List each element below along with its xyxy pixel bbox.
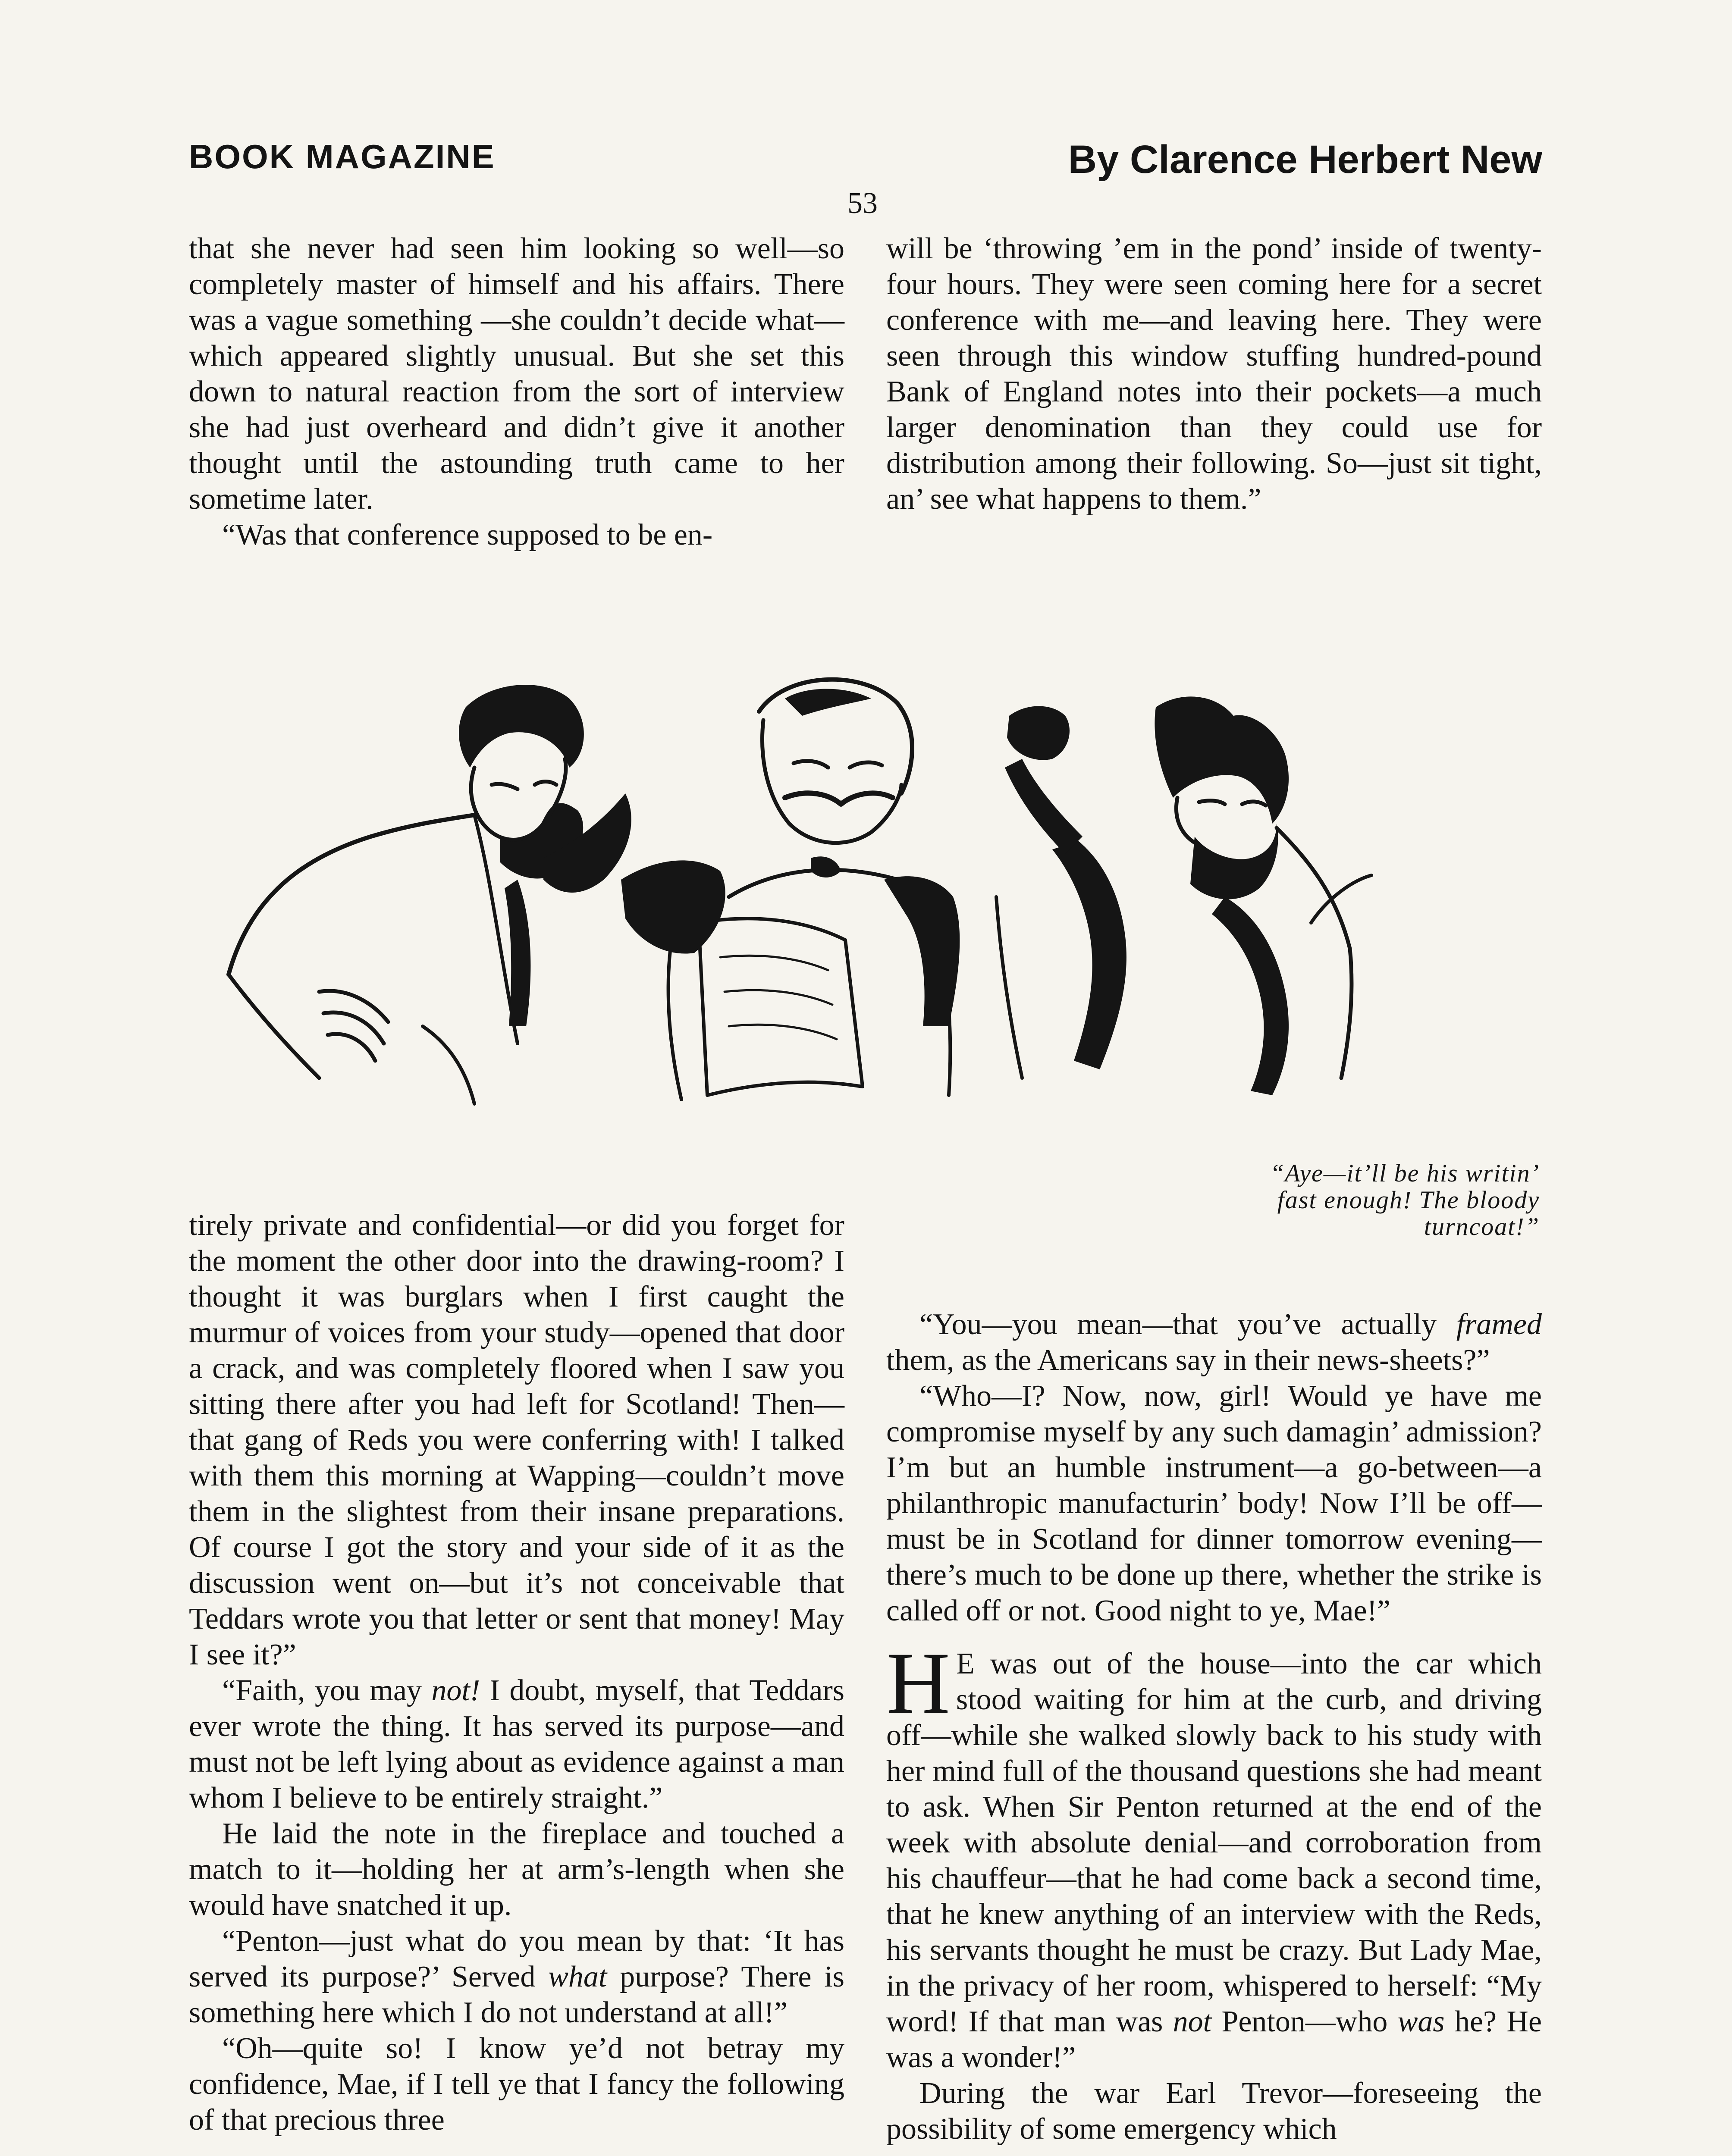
column-left-top	[189, 231, 844, 553]
paragraph: “Who—I? Now, now, girl! Would ye have me compromise myself by any such damagin’ admission? I’m but an humble instrument—a go-between—a philanthropic manufacturin’ body! Now I’ll be off—must be in Scotland for dinner tomorrow evening—there’s much to be done up there, whether the strike is called off or not. Good night to ye, Mae!”	[886, 1379, 1542, 1627]
paragraph	[886, 1634, 1542, 2075]
text-run: “Faith, you may	[222, 1674, 432, 1707]
illustration-caption	[1143, 1160, 1540, 1240]
paragraph: that she never had seen him looking so well—so completely master of himself and his affairs. There was a vague something —she couldn’t decide what—which appeared slightly unusual. But she set this down to natural reaction from the sort of interview she had just overheard and didn’t give it another thought until the astounding truth came to her sometime later.	[189, 232, 844, 516]
text-run: I doubt, myself, that Teddars ever wrote the thing. It has served its purpose—and must not be left lying about as evidence against a man whom I believe to be entirely straight.”	[189, 1674, 844, 1814]
text-run: purpose? There is something here which I do not understand at all!”	[189, 1960, 844, 2029]
emphasis: what	[548, 1960, 607, 1993]
emphasis: framed	[1456, 1308, 1542, 1341]
paragraph: will be ‘throwing ’em in the pond’ inside of twenty-four hours. They were seen coming here for a secret conference with me—and leaving here. They were seen through this window stuffing hundred-pound Bank of England notes into their pockets—a much larger denomination than they could use for distribution among their following. So—just sit tight, an’ see what happens to them.”	[886, 232, 1542, 516]
column-left-bottom	[189, 1207, 844, 2138]
paragraph: “Was that conference supposed to be en-	[222, 518, 713, 552]
page-number: 53	[847, 187, 878, 220]
drop-cap: H	[886, 1634, 951, 1732]
column-right-bottom	[886, 1307, 1542, 2147]
caption-line: turncoat!”	[1424, 1213, 1540, 1241]
ink-illustration-three-men	[190, 655, 1548, 1164]
emphasis: was	[1397, 2005, 1445, 2038]
emphasis: not	[1173, 2005, 1212, 2038]
paragraph	[189, 1673, 844, 1816]
text-run: “You—you mean—that you’ve actually	[919, 1308, 1456, 1341]
emphasis: not!	[431, 1674, 480, 1707]
paragraph	[189, 1923, 844, 2031]
paragraph	[886, 1307, 1542, 1378]
paragraph: He laid the note in the fireplace and touched a match to it—holding her at arm’s-length when she would have snatched it up.	[189, 1817, 844, 1922]
text-run: he? He was a wonder!”	[886, 2005, 1542, 2074]
paragraph: During the war Earl Trevor—foreseeing the possibility of some emergency which	[886, 2077, 1542, 2146]
magazine-title: BOOK MAGAZINE	[189, 138, 496, 175]
column-right-top	[886, 231, 1542, 517]
text-run: them, as the Americans say in their news-sheets?”	[886, 1344, 1490, 1377]
text-run: Penton—who	[1211, 2005, 1398, 2038]
caption-line: fast enough! The bloody	[1277, 1186, 1540, 1214]
author-byline: By Clarence Herbert New	[1068, 138, 1542, 182]
text-run: “Penton—just what do you mean by that: ‘It has served its purpose?’ Served	[189, 1924, 844, 1993]
text-run: E was out of the house—into the car which stood waiting for him at the curb, and driving off—while she walked slowly back to his study with her mind full of the thousand questions she had meant to ask. When Sir Penton returned at the end of the week with absolute denial—and corroboration from his chauffeur—that he had come back a second time, that he knew anything of an interview with the Reds, his servants thought he must be crazy. But Lady Mae, in the privacy of her room, whispered to herself: “My word! If that man was	[886, 1647, 1542, 2038]
paragraph: tirely private and confidential—or did you forget for the moment the other door into the drawing-room? I thought it was burglars when I first caught the murmur of voices from your study—opened that door a crack, and was completely floored when I saw you sitting there after you had left for Scotland! Then—that gang of Reds you were conferring with! I talked with them this morning at Wapping—couldn’t move them in the slightest from their insane preparations. Of course I got the story and your side of it as the discussion went on—but it’s not conceivable that Teddars wrote you that letter or sent that money! May I see it?”	[189, 1209, 844, 1671]
paragraph: “Oh—quite so! I know ye’d not betray my confidence, Mae, if I tell ye that I fancy the following of that precious three	[189, 2032, 844, 2137]
caption-line: “Aye—it’ll be his writin’	[1270, 1159, 1540, 1187]
